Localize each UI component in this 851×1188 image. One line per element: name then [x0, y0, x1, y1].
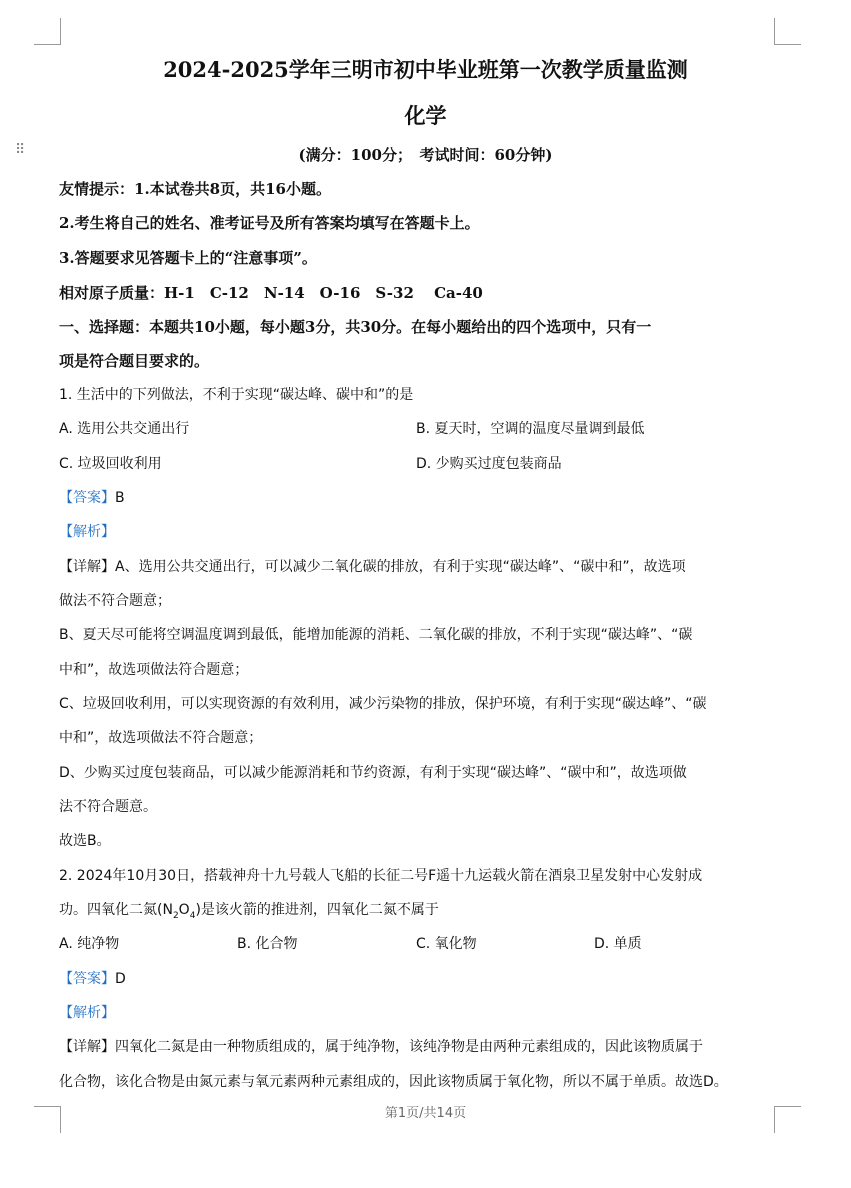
subscript-2: 2: [172, 910, 179, 921]
crop-mark-top-left: [34, 18, 61, 45]
q1-detail-c-1: C、垃圾回收利用，可以实现资源的有效利用，减少污染物的排放，保护环境，有利于实现“碳达峰”、“碳: [59, 696, 707, 712]
q2-answer-value: D: [115, 971, 126, 987]
q1-option-b: B. 夏天时，空调的温度尽量调到最低: [416, 421, 645, 437]
notice-line-1: 友情提示：1.本试卷共8页，共16小题。: [59, 180, 331, 198]
q2-analysis: [59, 1002, 115, 1022]
notice-line-2: 2.考生将自己的姓名、准考证号及所有答案均填写在答题卡上。: [59, 214, 480, 232]
exam-title: 2024-2025学年三明市初中毕业班第一次教学质量监测: [163, 57, 688, 82]
exam-meta: (满分：100分； 考试时间：60分钟): [298, 146, 553, 164]
page-number: 第1页/共14页: [384, 1106, 467, 1121]
answer-tag: 【答案】: [59, 971, 115, 987]
q2-answer: [59, 968, 126, 988]
q2-stem-2-post: )是该火箭的推进剂，四氧化二氮不属于: [195, 902, 439, 918]
q2-option-b: B. 化合物: [237, 936, 298, 952]
q2-option-d: D. 单质: [594, 936, 642, 952]
q1-detail-a-1: [59, 556, 686, 576]
answer-tag: 【答案】: [59, 490, 115, 506]
detail-tag: 【详解】: [59, 1039, 115, 1055]
section-heading-line-2: 项是符合题目要求的。: [59, 352, 210, 370]
exam-subject: 化学: [404, 103, 447, 128]
detail-tag: 【详解】: [59, 559, 115, 575]
q1-detail-a-text: A、选用公共交通出行，可以减少二氧化碳的排放，有利于实现“碳达峰”、“碳中和”，故选项: [115, 559, 686, 575]
crop-mark-top-right: [774, 18, 801, 45]
q2-stem-2: [59, 899, 439, 921]
q2-detail-text: 四氧化二氮是由一种物质组成的，属于纯净物，该纯净物是由两种元素组成的，因此该物质属于: [115, 1039, 703, 1055]
q2-option-a: A. 纯净物: [59, 936, 120, 952]
subscript-4: 4: [189, 910, 196, 921]
q1-detail-b-2: 中和”，故选项做法符合题意；: [59, 662, 249, 678]
drag-handle-icon[interactable]: ⠿: [15, 142, 26, 158]
atomic-mass-line: 相对原子质量：H-1 C-12 N-14 O-16 S-32 Ca-40: [59, 284, 483, 302]
section-heading-line-1: 一、选择题：本题共10小题，每小题3分，共30分。在每小题给出的四个选项中，只有一: [59, 318, 652, 336]
analysis-tag: 【解析】: [59, 524, 115, 540]
q1-analysis: [59, 521, 115, 541]
q1-answer-value: B: [115, 490, 125, 506]
q1-detail-d-2: 法不符合题意。: [59, 799, 157, 815]
q1-stem: 1. 生活中的下列做法，不利于实现“碳达峰、碳中和”的是: [59, 387, 414, 403]
q1-option-d: D. 少购买过度包装商品: [416, 456, 562, 472]
q2-stem-1: 2. 2024年10月30日，搭载神舟十九号载人飞船的长征二号F遥十九运载火箭在酒泉卫星发射中心发射成: [59, 868, 703, 884]
q1-conclusion: 故选B。: [59, 833, 111, 849]
q1-option-c: C. 垃圾回收利用: [59, 456, 162, 472]
q1-detail-d-1: D、少购买过度包装商品，可以减少能源消耗和节约资源，有利于实现“碳达峰”、“碳中和”，故选项做: [59, 765, 687, 781]
q2-detail-2: 化合物，该化合物是由氮元素与氧元素两种元素组成的，因此该物质属于氧化物，所以不属于单质。故选D。: [59, 1074, 728, 1090]
q2-stem-2-mid: O: [178, 902, 190, 918]
analysis-tag: 【解析】: [59, 1005, 115, 1021]
q2-stem-2-pre: 功。四氧化二氮(N: [59, 902, 173, 918]
q2-option-c: C. 氧化物: [416, 936, 477, 952]
q1-detail-c-2: 中和”，故选项做法不符合题意；: [59, 730, 263, 746]
notice-line-3: 3.答题要求见答题卡上的“注意事项”。: [59, 249, 317, 267]
q1-detail-b-1: B、夏天尽可能将空调温度调到最低，能增加能源的消耗、二氧化碳的排放，不利于实现“碳达峰”、“碳: [59, 627, 693, 643]
q2-detail-1: [59, 1036, 703, 1056]
q1-detail-a-2: 做法不符合题意；: [59, 593, 171, 609]
q1-answer: [59, 487, 125, 507]
q1-option-a: A. 选用公共交通出行: [59, 421, 190, 437]
